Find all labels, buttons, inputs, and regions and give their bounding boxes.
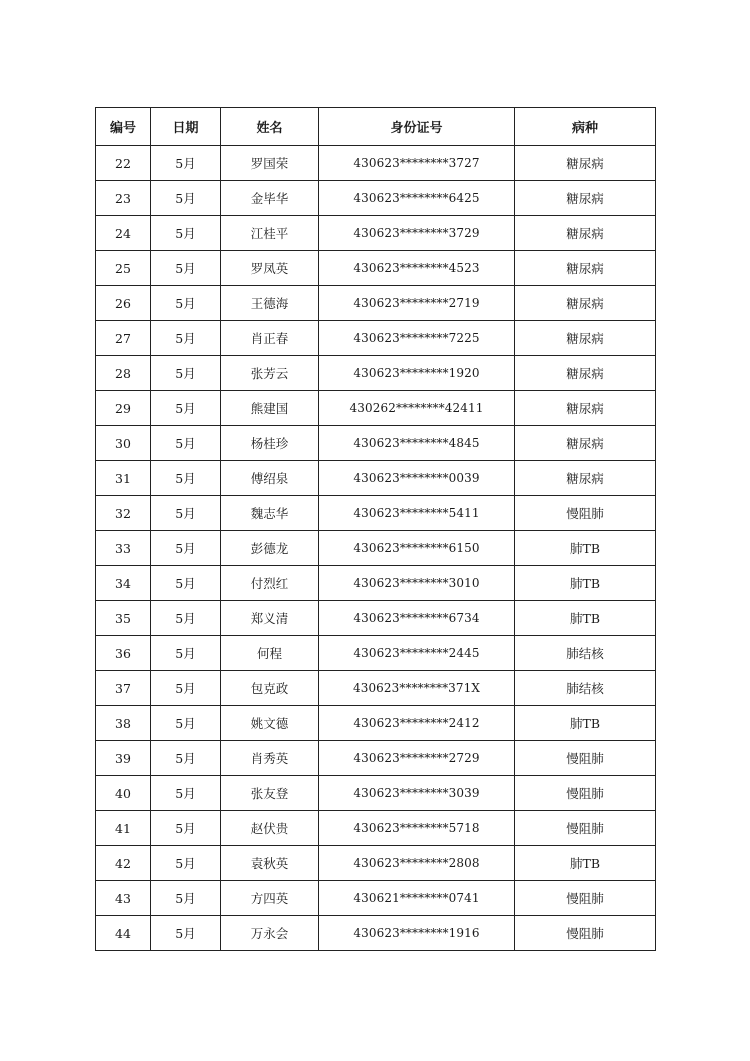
table-body: [96, 146, 656, 951]
table-row: [96, 636, 656, 671]
table-header: [96, 108, 656, 146]
cell-date: 5月: [151, 426, 221, 461]
cell-disease: 糖尿病: [515, 286, 656, 321]
cell-no: 38: [96, 706, 151, 741]
cell-date: 5月: [151, 671, 221, 706]
cell-disease: 糖尿病: [515, 391, 656, 426]
cell-no: 36: [96, 636, 151, 671]
cell-no: 33: [96, 531, 151, 566]
cell-date: 5月: [151, 846, 221, 881]
cell-id-number: 430623********6734: [319, 601, 515, 636]
cell-no: 37: [96, 671, 151, 706]
cell-disease: 肺TB: [515, 531, 656, 566]
cell-date: 5月: [151, 146, 221, 181]
cell-id-number: 430623********5411: [319, 496, 515, 531]
cell-date: 5月: [151, 636, 221, 671]
table-row: [96, 251, 656, 286]
patient-table: [95, 107, 656, 951]
cell-date: 5月: [151, 776, 221, 811]
cell-disease: 肺TB: [515, 566, 656, 601]
header-row: [96, 108, 656, 146]
cell-id-number: 430623********371X: [319, 671, 515, 706]
table-row: [96, 741, 656, 776]
cell-no: 41: [96, 811, 151, 846]
cell-id-number: 430623********0039: [319, 461, 515, 496]
cell-disease: 糖尿病: [515, 251, 656, 286]
cell-id-number: 430623********6150: [319, 531, 515, 566]
cell-date: 5月: [151, 916, 221, 951]
table-row: [96, 286, 656, 321]
cell-no: 23: [96, 181, 151, 216]
cell-disease: 慢阻肺: [515, 776, 656, 811]
cell-disease: 糖尿病: [515, 426, 656, 461]
cell-date: 5月: [151, 496, 221, 531]
cell-no: 42: [96, 846, 151, 881]
table-row: [96, 461, 656, 496]
cell-disease: 慢阻肺: [515, 881, 656, 916]
cell-id-number: 430623********2445: [319, 636, 515, 671]
cell-disease: 糖尿病: [515, 321, 656, 356]
cell-date: 5月: [151, 216, 221, 251]
cell-name: 熊建国: [221, 391, 319, 426]
header-date: 日期: [151, 108, 221, 146]
cell-date: 5月: [151, 566, 221, 601]
cell-disease: 糖尿病: [515, 356, 656, 391]
cell-id-number: 430623********2729: [319, 741, 515, 776]
cell-name: 万永会: [221, 916, 319, 951]
cell-disease: 慢阻肺: [515, 916, 656, 951]
header-id-number: 身份证号: [319, 108, 515, 146]
cell-date: 5月: [151, 181, 221, 216]
cell-date: 5月: [151, 286, 221, 321]
cell-date: 5月: [151, 251, 221, 286]
cell-name: 金毕华: [221, 181, 319, 216]
cell-no: 43: [96, 881, 151, 916]
cell-id-number: 430621********0741: [319, 881, 515, 916]
cell-no: 30: [96, 426, 151, 461]
cell-disease: 糖尿病: [515, 461, 656, 496]
cell-id-number: 430623********7225: [319, 321, 515, 356]
cell-name: 方四英: [221, 881, 319, 916]
table-row: [96, 496, 656, 531]
cell-id-number: 430623********5718: [319, 811, 515, 846]
cell-no: 35: [96, 601, 151, 636]
cell-id-number: 430262********42411: [319, 391, 515, 426]
cell-name: 彭德龙: [221, 531, 319, 566]
table-row: [96, 321, 656, 356]
cell-name: 肖秀英: [221, 741, 319, 776]
cell-name: 赵伏贵: [221, 811, 319, 846]
cell-disease: 慢阻肺: [515, 741, 656, 776]
table-row: [96, 916, 656, 951]
cell-name: 姚文德: [221, 706, 319, 741]
cell-no: 26: [96, 286, 151, 321]
cell-date: 5月: [151, 741, 221, 776]
cell-name: 包克政: [221, 671, 319, 706]
cell-no: 28: [96, 356, 151, 391]
table-row: [96, 356, 656, 391]
cell-id-number: 430623********3727: [319, 146, 515, 181]
cell-id-number: 430623********2719: [319, 286, 515, 321]
table-row: [96, 811, 656, 846]
cell-name: 张友登: [221, 776, 319, 811]
cell-disease: 糖尿病: [515, 181, 656, 216]
cell-no: 44: [96, 916, 151, 951]
cell-id-number: 430623********2808: [319, 846, 515, 881]
cell-no: 39: [96, 741, 151, 776]
table-row: [96, 776, 656, 811]
table-row: [96, 216, 656, 251]
cell-name: 肖正春: [221, 321, 319, 356]
table-row: [96, 531, 656, 566]
cell-date: 5月: [151, 881, 221, 916]
cell-no: 32: [96, 496, 151, 531]
header-no: 编号: [96, 108, 151, 146]
cell-disease: 肺TB: [515, 601, 656, 636]
cell-no: 24: [96, 216, 151, 251]
cell-name: 袁秋英: [221, 846, 319, 881]
cell-id-number: 430623********1920: [319, 356, 515, 391]
cell-date: 5月: [151, 601, 221, 636]
cell-name: 何程: [221, 636, 319, 671]
table-row: [96, 846, 656, 881]
table-row: [96, 566, 656, 601]
cell-name: 罗国荣: [221, 146, 319, 181]
table-row: [96, 181, 656, 216]
table-row: [96, 706, 656, 741]
cell-name: 付烈红: [221, 566, 319, 601]
cell-name: 傅绍泉: [221, 461, 319, 496]
cell-name: 魏志华: [221, 496, 319, 531]
header-name: 姓名: [221, 108, 319, 146]
cell-disease: 糖尿病: [515, 146, 656, 181]
cell-id-number: 430623********2412: [319, 706, 515, 741]
cell-date: 5月: [151, 811, 221, 846]
cell-id-number: 430623********4845: [319, 426, 515, 461]
cell-id-number: 430623********3039: [319, 776, 515, 811]
table-row: [96, 426, 656, 461]
cell-name: 罗凤英: [221, 251, 319, 286]
header-disease: 病种: [515, 108, 656, 146]
cell-disease: 慢阻肺: [515, 496, 656, 531]
cell-no: 29: [96, 391, 151, 426]
cell-disease: 肺结核: [515, 671, 656, 706]
cell-name: 王德海: [221, 286, 319, 321]
table-row: [96, 881, 656, 916]
cell-date: 5月: [151, 461, 221, 496]
table-row: [96, 671, 656, 706]
cell-no: 40: [96, 776, 151, 811]
cell-id-number: 430623********3010: [319, 566, 515, 601]
table-row: [96, 391, 656, 426]
cell-disease: 肺TB: [515, 706, 656, 741]
cell-date: 5月: [151, 321, 221, 356]
cell-no: 22: [96, 146, 151, 181]
cell-disease: 肺TB: [515, 846, 656, 881]
cell-no: 27: [96, 321, 151, 356]
cell-date: 5月: [151, 531, 221, 566]
cell-name: 江桂平: [221, 216, 319, 251]
cell-no: 31: [96, 461, 151, 496]
cell-name: 张芳云: [221, 356, 319, 391]
cell-name: 杨桂珍: [221, 426, 319, 461]
cell-disease: 慢阻肺: [515, 811, 656, 846]
cell-no: 34: [96, 566, 151, 601]
table-row: [96, 146, 656, 181]
table-row: [96, 601, 656, 636]
cell-id-number: 430623********1916: [319, 916, 515, 951]
cell-disease: 肺结核: [515, 636, 656, 671]
cell-name: 郑义清: [221, 601, 319, 636]
cell-date: 5月: [151, 706, 221, 741]
cell-date: 5月: [151, 391, 221, 426]
cell-no: 25: [96, 251, 151, 286]
cell-id-number: 430623********6425: [319, 181, 515, 216]
cell-id-number: 430623********4523: [319, 251, 515, 286]
cell-date: 5月: [151, 356, 221, 391]
cell-id-number: 430623********3729: [319, 216, 515, 251]
cell-disease: 糖尿病: [515, 216, 656, 251]
